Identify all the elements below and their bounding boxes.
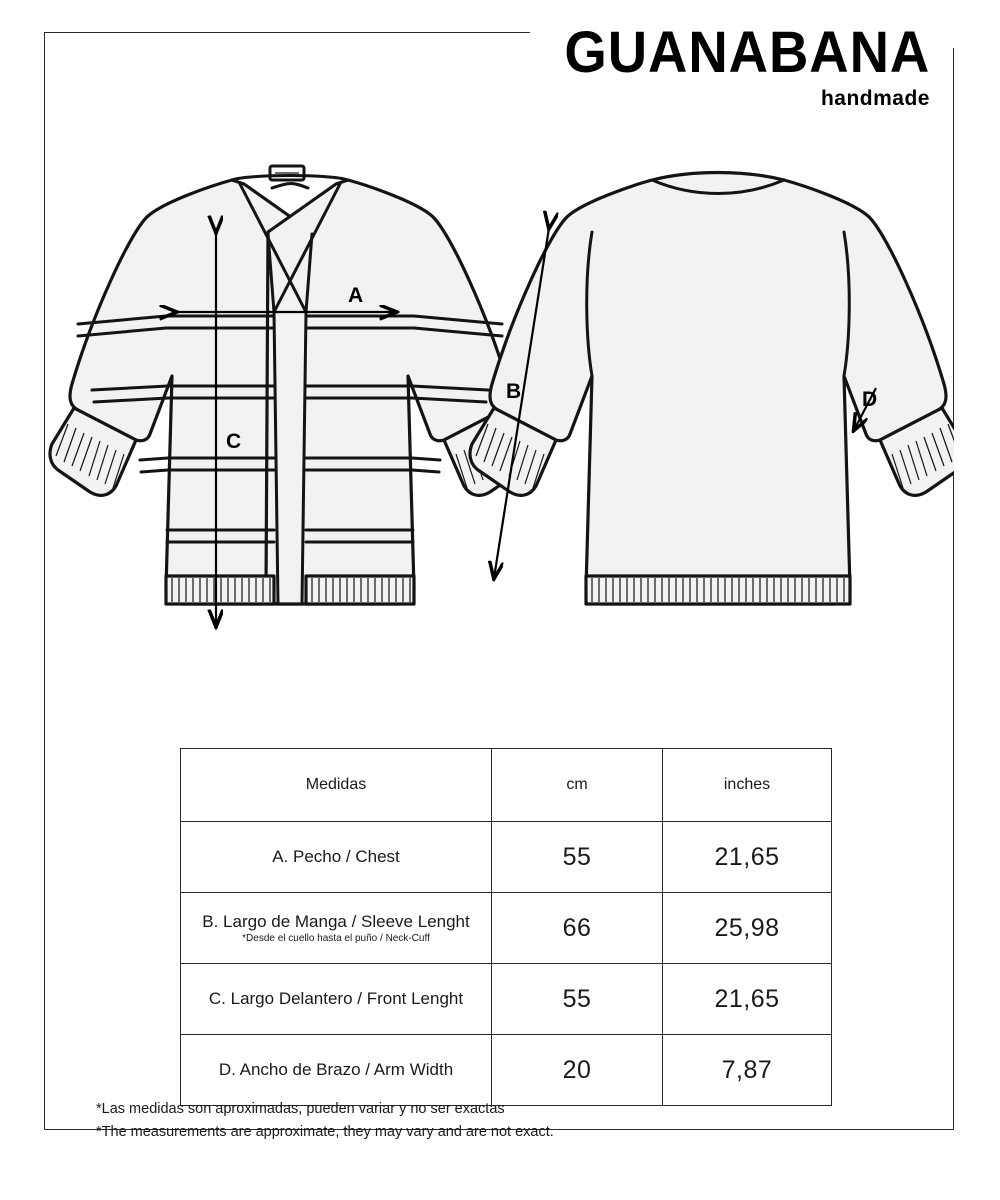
brand-name: GUANABANA: [564, 20, 930, 85]
row-cm: 66: [492, 893, 663, 964]
row-cm: 20: [492, 1035, 663, 1106]
row-cm: 55: [492, 964, 663, 1035]
measure-label-a: A: [348, 284, 364, 307]
table-row: [181, 1035, 832, 1106]
cardigan-back-technical-drawing: [470, 173, 954, 605]
cardigan-front-technical-drawing: [50, 166, 530, 604]
brand-subtitle: handmade: [820, 87, 930, 110]
measure-label-b: B: [506, 380, 522, 403]
row-name-text: B. Largo de Manga / Sleeve Lenght: [202, 911, 470, 931]
row-name: C. Largo Delantero / Front Lenght: [181, 964, 492, 1035]
header-measurements: Medidas: [181, 749, 492, 822]
table-row: [181, 964, 832, 1035]
brand-logo: [541, 20, 930, 110]
measure-label-c: C: [226, 430, 242, 453]
header-inches: inches: [663, 749, 832, 822]
row-cm: 55: [492, 822, 663, 893]
table-row: [181, 893, 832, 964]
row-inches: 21,65: [663, 964, 832, 1035]
measure-label-d: D: [862, 388, 878, 411]
header-cm: cm: [492, 749, 663, 822]
row-name-note: *Desde el cuello hasta el puño / Neck-Cuff: [242, 932, 430, 944]
row-inches: 25,98: [663, 893, 832, 964]
row-inches: 21,65: [663, 822, 832, 893]
footnote-es: *Las medidas son aproximadas, pueden variar y no ser exactas: [96, 1101, 505, 1117]
measurements-table: [180, 748, 832, 1106]
table-row: [181, 822, 832, 893]
row-inches: 7,87: [663, 1035, 832, 1106]
row-name: [181, 893, 492, 964]
footnotes: [96, 1098, 554, 1144]
garment-illustration: [44, 140, 954, 700]
footnote-en: *The measurements are approximate, they may vary and are not exact.: [96, 1124, 554, 1141]
row-name: A. Pecho / Chest: [181, 822, 492, 893]
table-header-row: [181, 749, 832, 822]
row-name: D. Ancho de Brazo / Arm Width: [181, 1035, 492, 1106]
